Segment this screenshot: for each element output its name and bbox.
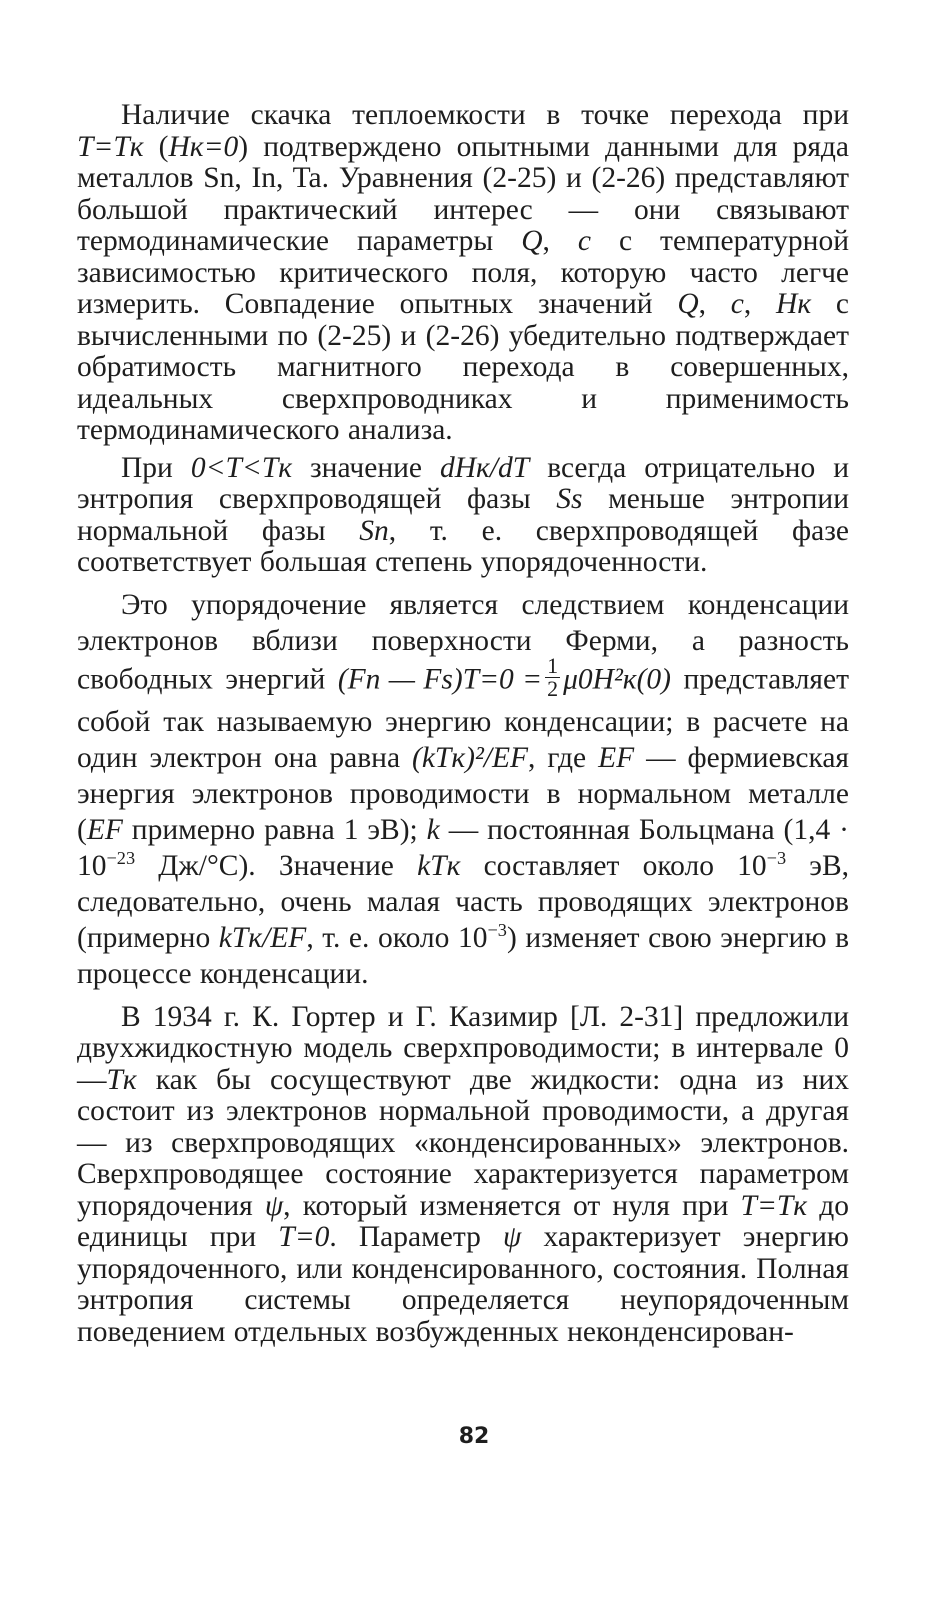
paragraph-two-fluid-model bbox=[77, 1002, 849, 1349]
math-inline: EF bbox=[598, 741, 635, 774]
math-inline: ψ bbox=[264, 1189, 284, 1222]
text-run: ) изменяет свою энергию в процессе конденсации. bbox=[77, 921, 849, 990]
math-inline: k bbox=[426, 813, 440, 846]
math-inline: EF bbox=[86, 813, 123, 846]
math-inline: dHк/dT bbox=[439, 451, 530, 484]
math-inline: 0<T<Tк bbox=[190, 451, 293, 484]
math-inline: Hк=0 bbox=[168, 130, 239, 163]
text-run: — фермиевская энергия электронов проводимости в нормальном металле ( bbox=[77, 741, 849, 846]
text-run: с температурной зависимостью критического поля, которую часто легче измерить. Совпадение опытных значений bbox=[77, 225, 849, 320]
math-inline: Q bbox=[521, 225, 543, 257]
text-run: как бы сосуществуют две жидкости: одна из них состоит из электронов нормальной проводимости, а другая — из сверхпроводящих «конденсированных» электронов. Сверхпроводящее состояние характеризуется параметром упорядочения bbox=[77, 1063, 849, 1222]
formula-lhs: (Fn — Fs)T=0 = bbox=[337, 662, 543, 695]
math-inline: Hк bbox=[776, 288, 812, 320]
text-run: с вычисленными по (2-25) и (2-26) убедительно подтверждает обратимость магнитного перехода в совершенных, идеальных сверхпроводниках и применимость термодинамического анализа. bbox=[77, 288, 849, 446]
paragraph-heat-capacity-jump bbox=[77, 100, 849, 447]
page-number: 82 bbox=[458, 1424, 490, 1449]
math-inline: Ss bbox=[556, 483, 583, 515]
text-run: ) подтверждено опытными данными для ряда металлов Sn, In, Ta. Уравнения (2-25) и (2-26) представляют большой практический интерес — они связывают термодинамические параметры bbox=[77, 130, 849, 257]
math-inline: T=0 bbox=[278, 1221, 330, 1253]
text-run: составляет около 10 bbox=[460, 849, 767, 882]
text-run: представляет собой так называемую энергию конденсации; в расчете на один электрон она равна bbox=[77, 662, 849, 774]
text-run: , т. е. сверхпроводящей фазе соответствует большая степень упорядоченности. bbox=[77, 514, 849, 578]
text-run: , который изменяется от нуля при bbox=[283, 1189, 741, 1222]
text-run: — постоянная Больцмана (1,4 · 10 bbox=[77, 813, 850, 882]
text-run: всегда отрицательно и энтропия сверхпроводящей фазы bbox=[77, 451, 849, 515]
math-inline: T=Tк bbox=[740, 1189, 808, 1222]
fraction-denominator: 2 bbox=[547, 675, 559, 701]
math-inline: Sn bbox=[359, 514, 389, 547]
text-run: Это упорядочение является следствием конденсации электронов вблизи поверхности Ферми, а разность свободных энергий bbox=[77, 588, 849, 695]
math-inline: Q bbox=[677, 288, 699, 320]
exponent: −23 bbox=[106, 847, 136, 868]
formula-rhs: μ0H²к(0) bbox=[563, 662, 671, 695]
text-run: Дж/°С). Значение bbox=[135, 849, 418, 882]
text-run: эВ, следовательно, очень малая часть проводящих электронов (примерно bbox=[77, 849, 850, 954]
body-text bbox=[77, 100, 849, 1348]
text-run: до единицы при bbox=[77, 1189, 849, 1253]
text-run: значение bbox=[292, 451, 440, 484]
text-run: Наличие скачка теплоемкости в точке перехода при bbox=[121, 99, 849, 131]
free-energy-formula bbox=[337, 652, 671, 704]
fraction bbox=[545, 652, 560, 701]
text-run: В 1934 г. К. Гортер и Г. Казимир [Л. 2-31] предложили двухжидкостную модель сверхпроводимости; в интервале 0— bbox=[77, 1000, 849, 1096]
math-inline: ψ bbox=[503, 1221, 522, 1253]
math-inline: (kTк)²/EF bbox=[412, 741, 529, 774]
text-run: меньше энтропии нормальной фазы bbox=[77, 483, 850, 547]
text-run: ( bbox=[143, 130, 169, 163]
text-run: , т. е. около 10 bbox=[306, 921, 488, 954]
text-run: При bbox=[121, 451, 191, 484]
text-run: примерно равна 1 эВ); bbox=[122, 813, 427, 846]
math-inline: kTк bbox=[417, 849, 461, 882]
text-run: характеризует энергию упорядоченного, или конденсированного, состояния. Полная энтропия системы определяется неупорядоченным поведением отдельных возбужденных неконденсирован- bbox=[77, 1221, 849, 1348]
text-run: , bbox=[743, 288, 777, 320]
text-run: , где bbox=[528, 741, 599, 774]
fraction-numerator: 1 bbox=[547, 652, 559, 678]
math-inline: Tк bbox=[106, 1063, 137, 1096]
math-inline: c bbox=[730, 288, 744, 320]
paragraph-condensation-energy bbox=[77, 587, 849, 992]
paragraph-entropy bbox=[77, 453, 849, 579]
math-inline: kTк/EF bbox=[218, 921, 307, 954]
text-run: , bbox=[542, 225, 578, 257]
exponent: −3 bbox=[487, 919, 507, 940]
text-run: . Параметр bbox=[329, 1221, 504, 1253]
text-run: , bbox=[698, 288, 731, 320]
math-inline: c bbox=[577, 225, 591, 257]
math-inline: T=Tк bbox=[77, 130, 144, 163]
exponent: −3 bbox=[766, 847, 787, 868]
